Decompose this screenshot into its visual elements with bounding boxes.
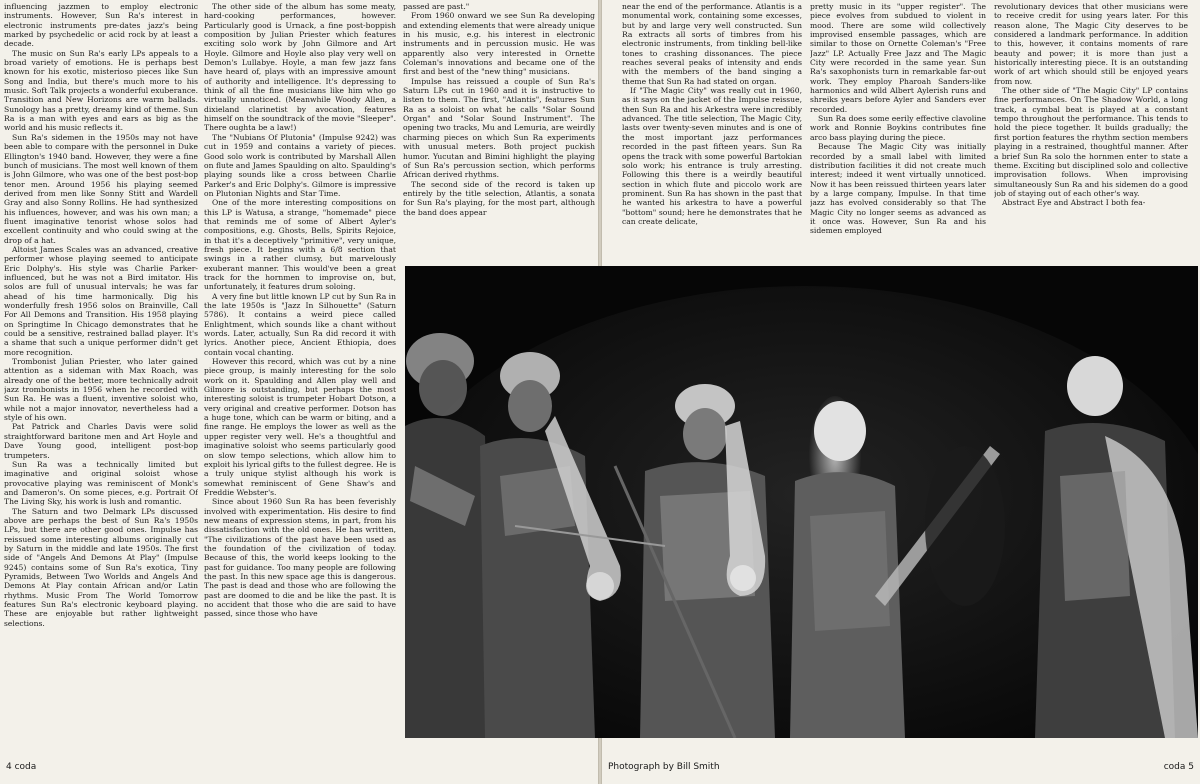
- paragraph: Trombonist Julian Priester, who later gained attention as a sideman with Max Roach, was already one of the better, more technically adroit jazz trombonists in 1956 when he recorded with Sun Ra. He was a fluent, inventive soloist who, while not a major innovator, nevertheless had a style of his own.: [4, 357, 198, 423]
- text-column-6: [994, 2, 1188, 260]
- paragraph: The second side of the record is taken up entirely by the title selection, Atlantis, a sonata for Sun Ra's playing, for the most part, although the band does appear: [403, 179, 595, 217]
- paragraph: Because The Magic City was initially recorded by a small label with limited distribution facilities it did not create much interest; indeed it went virtually unnoticed. Now it has been reissued thirteen years later by a large company, Impulse. In that time jazz has evolved considerably so that The Magic City no longer seems as advanced as it once was. However, Sun Ra and his sidemen employed: [810, 142, 986, 236]
- paragraph: Impulse has reissued a couple of Sun Ra's Saturn LPs cut in 1960 and it is instructive to listen to them. The first, "Atlantis", features Sun Ra as a soloist on what he calls "Solar Sound Organ" and "Solar Sound Instrument". The opening two tracks, Mu and Lemuria, are weirdly charming pieces on which Sun Ra experiments with unusual meters. Both project puckish humor. Yucutan and Bimini highlight the playing of Sun Ra's percussion section, which performs African derived rhythms.: [403, 76, 595, 180]
- paragraph: The music on Sun Ra's early LPs appeals to a broad variety of emotions. He is perhaps best known for his exotic, misterioso pieces like Sun Song and India, but there's much more to his music. Soft Talk projects a wonderful exuberance. Transition and New Horizons are warm ballads. Sunology has a pretty, dreamy kind of theme. Sun Ra is a man with eyes and ears as big as the world and his music reflects it.: [4, 48, 198, 133]
- paragraph: Abstract Eye and Abstract I both fea-: [1002, 198, 1146, 208]
- paragraph: Sun Ra does some eerily effective clavoline work and Ronnie Boykins contributes fine arco bass playing during the piece.: [810, 114, 986, 142]
- paragraph: From 1960 onward we see Sun Ra developing and extending elements that were already unique in his music, e.g. his interest in electronic instruments and in percussion music. He was apparently also very interested in Ornette Coleman's innovations and became one of the first and best of the "new thing" musicians.: [403, 11, 595, 77]
- band-photograph: [405, 266, 1198, 738]
- paragraph: If "The Magic City" was really cut in 1960, as it says on the jacket of the Impulse reissue, then Sun Ra and his Arkestra were incredibly advanced. The title selection, The Magic City, lasts over twenty-seven minutes and is one of the most important jazz performances recorded in the past fifteen years. Sun Ra opens the track with some powerful Bartokian solo work; his entrance is truly arresting. Following this there is a weirdly beautiful section in which flute and piccolo work are prominent. Sun Ra has shown in the past that he wanted his arkestra to have a powerful "bottom" sound; here he demonstrates that he can create delicate,: [622, 86, 802, 226]
- paragraph: Since about 1960 Sun Ra has been feverishly involved with experimentation. His desire to find new means of expression stems, in part, from his dissatisfaction with the old ones. He has written, "The civilizations of the past have been used as the foundation of the civilization of today. Because of this, the world keeps looking to the past for guidance. Too many people are following the past. In this new space age this is dangerous. The past is dead and those who are following the past are doomed to die and be like the past. It is no accident that those who die are said to have passed, since those who have: [204, 497, 396, 619]
- text-column-4: [622, 2, 802, 260]
- text-column-5: [810, 2, 986, 260]
- paragraph: near the end of the performance. Atlantis is a monumental work, containing some excesses, but by and large very well constructed. Sun Ra extracts all sorts of timbres from his electronic instruments, from tinkling bell-like tones to crashing dissonances. The piece reaches several peaks of intensity and ends with the members of the band singing a theme that Sun Ra had stated on organ.: [622, 2, 802, 86]
- paragraph: Pat Patrick and Charles Davis were solid straightforward baritone men and Art Hoyle and Dave Young good, intelligent post-bop trumpeters.: [4, 422, 198, 460]
- paragraph: The Saturn and two Delmark LPs discussed above are perhaps the best of Sun Ra's 1950s LPs, but there are other good ones. Impulse has reissued some interesting albums originally cut by Saturn in the middle and late 1950s. The first side of "Angels And Demons At Play" (Impulse 9245) contains some of Sun Ra's exotica, Tiny Pyramids, Between Two Worlds and Angels And Demons At Play contain African and/or Latin rhythms. Music From The World Tomorrow features Sun Ra's electronic keyboard playing. These are enjoyable but rather lightweight selections.: [4, 506, 198, 628]
- photo-illustration: [405, 266, 1198, 738]
- paragraph: A very fine but little known LP cut by Sun Ra in the late 1950s is "Jazz In Silhouette" (Saturn 5786). It contains a weird piece called Enlightment, which sounds like a chant without words. Later, actually, Sun Ra did record it with lyrics. Another piece, Ancient Ethiopia, does contain vocal chanting.: [204, 291, 396, 357]
- text-column-1: [4, 2, 198, 732]
- text-column-3: [403, 2, 595, 260]
- photo-credit: Photograph by Bill Smith: [608, 762, 720, 772]
- paragraph: pretty music in its "upper register". The piece evolves from subdued to violent in mood. There are some wild collectively improvised ensemble passages, which are similar to those on Ornette Coleman's "Free Jazz" LP. Actually Free Jazz and The Magic City were recorded in the same year. Sun Ra's saxophonists turn in remarkable far-out work. They employ Pharoah Sanders-like harmonics and wild Albert Aylerish runs and shreiks years before Ayler and Sanders ever recorded.: [810, 2, 986, 114]
- paragraph: The other side of the album has some meaty, hard-cooking performances, however. Particularly good is Urnack, a fine post-boppish composition by Julian Priester which features exciting solo work by John Gilmore and Art Hoyle. Gilmore and Hoyle also play very well on Demon's Lullabye. Hoyle, a man few jazz fans have heard of, plays with an impressive amount of authority and intelligence. It's depressing to think of all the fine musicians like him who go virtually unnoticed. (Meanwhile Woody Allen, a dixieland clarinetist by avocation, features himself on the soundtrack of the movie "Sleeper". There oughta be a law!): [204, 2, 396, 133]
- paragraph: The "Nubians Of Plutonia" (Impulse 9242) was cut in 1959 and contains a variety of pieces. Good solo work is contributed by Marshall Allen on flute and James Spaulding on alto. Spaulding's playing sounds like a cross between Charlie Parker's and Eric Dolphy's. Gilmore is impressive on Plutonian Nights and Star Time.: [204, 132, 396, 198]
- page-number-left: 4 coda: [6, 762, 37, 772]
- paragraph: influencing jazzmen to employ electronic instruments. However, Sun Ra's interest in electronic instruments pre-dates jazz's being marked by psychedelic or acid rock by at least a decade.: [4, 2, 198, 49]
- paragraph: One of the more interesting compositions on this LP is Watusa, a strange, "homemade" piece that reminds me of some of Albert Ayler's compositions, e.g. Ghosts, Bells, Spirits Rejoice, in that it's a deceptively "primitive", very unique, fresh piece. It begins with a 6/8 section that swings in a rather clumsy, but marvelously exuberant manner. This would've been a great track for the hornmen to improvise on, but, unfortunately, it features drum soloing.: [204, 198, 396, 292]
- paragraph: Sun Ra's sidemen in the 1950s may not have been able to compare with the personnel in Duke Ellington's 1940 band. However, they were a fine bunch of musicians. The most well known of them is John Gilmore, who was one of the best post-bop tenor men. Around 1956 his playing seemed derived from men like Sonny Stitt and Wardell Gray and also Sonny Rollins. He had synthesized his influences, however, and was his own man; a fluent imaginative tenorist whose solos had excellent continuity and who could swing at the drop of a hat.: [4, 132, 198, 245]
- paragraph: Sun Ra was a technically limited but imaginative and original soloist whose provocative playing was reminiscent of Monk's and Dameron's. On some pieces, e.g. Portrait Of The Living Sky, his work is lush and romantic.: [4, 459, 198, 507]
- paragraph: The other side of "The Magic City" LP contains fine performances. On The Shadow World, a long track, a cymbal beat is played at a constant tempo throughout the performance. This tends to hold the piece together. It builds gradually; the first portion features the rhythm section members playing in a restrained, thoughtful manner. After a brief Sun Ra solo the hornmen enter to state a theme. Exciting but disciplined solo and collective improvisation follows. When improvising simultaneously Sun Ra and his sidemen do a good job of staying out of each other's way.: [994, 86, 1188, 198]
- page-number-right: coda 5: [1163, 762, 1194, 772]
- paragraph: However this record, which was cut by a nine piece group, is mainly interesting for the solo work on it. Spaulding and Allen play well and Gilmore is outstanding, but perhaps the most interesting soloist is trumpeter Hobart Dotson, a very original and creative performer. Dotson has a huge tone, which can be warm or biting, and a fine range. He employs the lower as well as the upper register very well. He's a thoughtful and imaginative soloist who seems particularly good on slow tempo selections, which allow him to exploit his lyrical gifts to the fullest degree. He is a truly unique stylist although his work is somewhat reminiscent of Gene Shaw's and Freddie Webster's.: [204, 357, 396, 497]
- text-column-2: [204, 2, 396, 740]
- paragraph: revolutionary devices that other musicians were to receive credit for using years later. For this reason alone, The Magic City deserves to be considered a landmark performance. In addition to this, however, it contains moments of rare beauty and power; it is more than just a historically interesting piece. It is an outstanding work of art which should still be enjoyed years from now.: [994, 2, 1188, 86]
- paragraph: Altoist James Scales was an advanced, creative performer whose playing seemed to anticipate Eric Dolphy's. His style was Charlie Parker-influenced, but he was not a Bird imitator. His solos are full of unusual intervals; he was far ahead of his time harmonically. Dig his wonderfully fresh 1956 solos on Brainville, Call For All Demons and Transition. His 1958 playing on Springtime In Chicago demonstrates that he could be a sensitive, restrained ballad player. It's a shame that such a unique performer didn't get more recognition.: [4, 244, 198, 357]
- paragraph: passed are past.": [403, 2, 470, 11]
